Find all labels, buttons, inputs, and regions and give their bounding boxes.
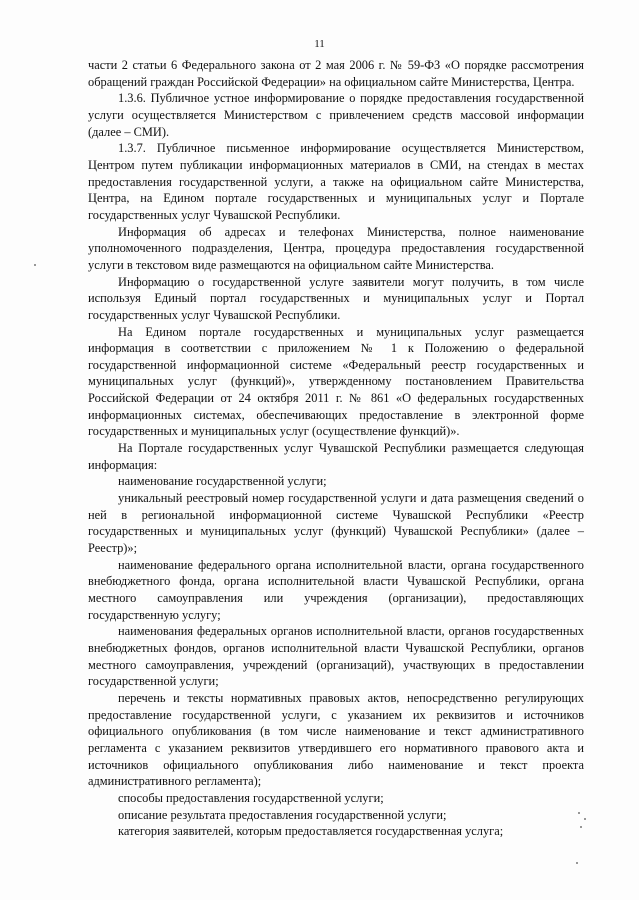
scan-speck	[576, 862, 578, 864]
list-item-applicant-category: категория заявителей, которым предоставляется государственная услуга;	[118, 824, 504, 839]
list-item-provision-methods: способы предоставления государственной услуги;	[118, 790, 384, 805]
list-item-federal-body: наименование федерального органа исполнительной власти, органа государственного внебюджетного фонда, органа исполнительной власти Чувашской Республики, органа местного самоуправления или учреждения (организации), предоставляющих государственную услугу;	[88, 557, 584, 622]
scan-speck	[578, 812, 580, 814]
paragraph-addresses-info: Информация об адресах и телефонах Министерства, полное наименование уполномоченного подразделения, Центра, процедура предоставления государственной услуги в текстовом виде размещаются на официальном сайте Министерства.	[88, 224, 584, 272]
list-item-participating-bodies: наименования федеральных органов исполнительной власти, органов государственных внебюджетных фондов, органов исполнительной власти Чувашской Республики, органов местного самоуправления, учреждений (организаций), участвующих в предоставлении государственной услуги;	[88, 624, 584, 689]
paragraph-regional-portal: На Портале государственных услуг Чувашской Республики размещается следующая информация:	[88, 441, 584, 472]
paragraph-unified-portal: На Едином портале государственных и муниципальных услуг размещается информация в соответствии с приложением № 1 к Положению о федеральной государственной информационной системе «Федеральный реестр государственных и муниципальных услуг (функций)», утвержденному постановлением Правительства Российской Федерации от 24 октября 2011 г. № 861 «О федеральных государственных информационных системах, обеспечивающих предоставление в электронной форме государственных и муниципальных услуг (осуществление функций)».	[88, 324, 584, 439]
list-item-legal-acts: перечень и тексты нормативных правовых актов, непосредственно регулирующих предоставление государственной услуги, с указанием их реквизитов и источников официального опубликования (в том числе наименование и текст административного регламента с указанием реквизитов утвердившего его нормативного правового акта и источников официального опубликования либо наименование и текст проекта административного регламента);	[88, 690, 584, 789]
list-item-service-name: наименование государственной услуги;	[118, 474, 327, 489]
scan-speck	[580, 826, 582, 828]
list-item-registry-number: уникальный реестровый номер государственной услуги и дата размещения сведений о ней в региональной информационной системе Чувашской Республики «Реестр государственных и муниципальных услуг (функций) Чувашской Республики» (далее – Реестр)»;	[88, 491, 584, 556]
scan-speck	[34, 264, 36, 266]
page-number: 11	[314, 38, 325, 50]
paragraph-1-3-7: 1.3.7. Публичное письменное информирование осуществляется Министерством, Центром путем публикации информационных материалов в СМИ, на стендах в местах предоставления государственной услуги, а также на официальном сайте Министерства, Центра, на Едином портале государственных и муниципальных услуг и Портале государственных услуг Чувашской Республики.	[88, 141, 584, 222]
paragraph-1-3-6: 1.3.6. Публичное устное информирование о порядке предоставления государственной услуги осуществляется Министерством с привлечением средств массовой информации (далее – СМИ).	[88, 91, 584, 139]
paragraph-portal-info: Информацию о государственной услуге заявители могут получить, в том числе используя Единый портал государственных и муниципальных услуг и Портал государственных услуг Чувашской Республики.	[88, 274, 584, 322]
scan-speck	[584, 818, 586, 820]
paragraph-continuation: части 2 статьи 6 Федерального закона от 2 мая 2006 г. № 59-ФЗ «О порядке рассмотрения обращений граждан Российской Федерации» на официальном сайте Министерства, Центра.	[88, 58, 584, 89]
list-item-result-description: описание результата предоставления государственной услуги;	[118, 807, 447, 822]
document-body	[88, 57, 584, 840]
